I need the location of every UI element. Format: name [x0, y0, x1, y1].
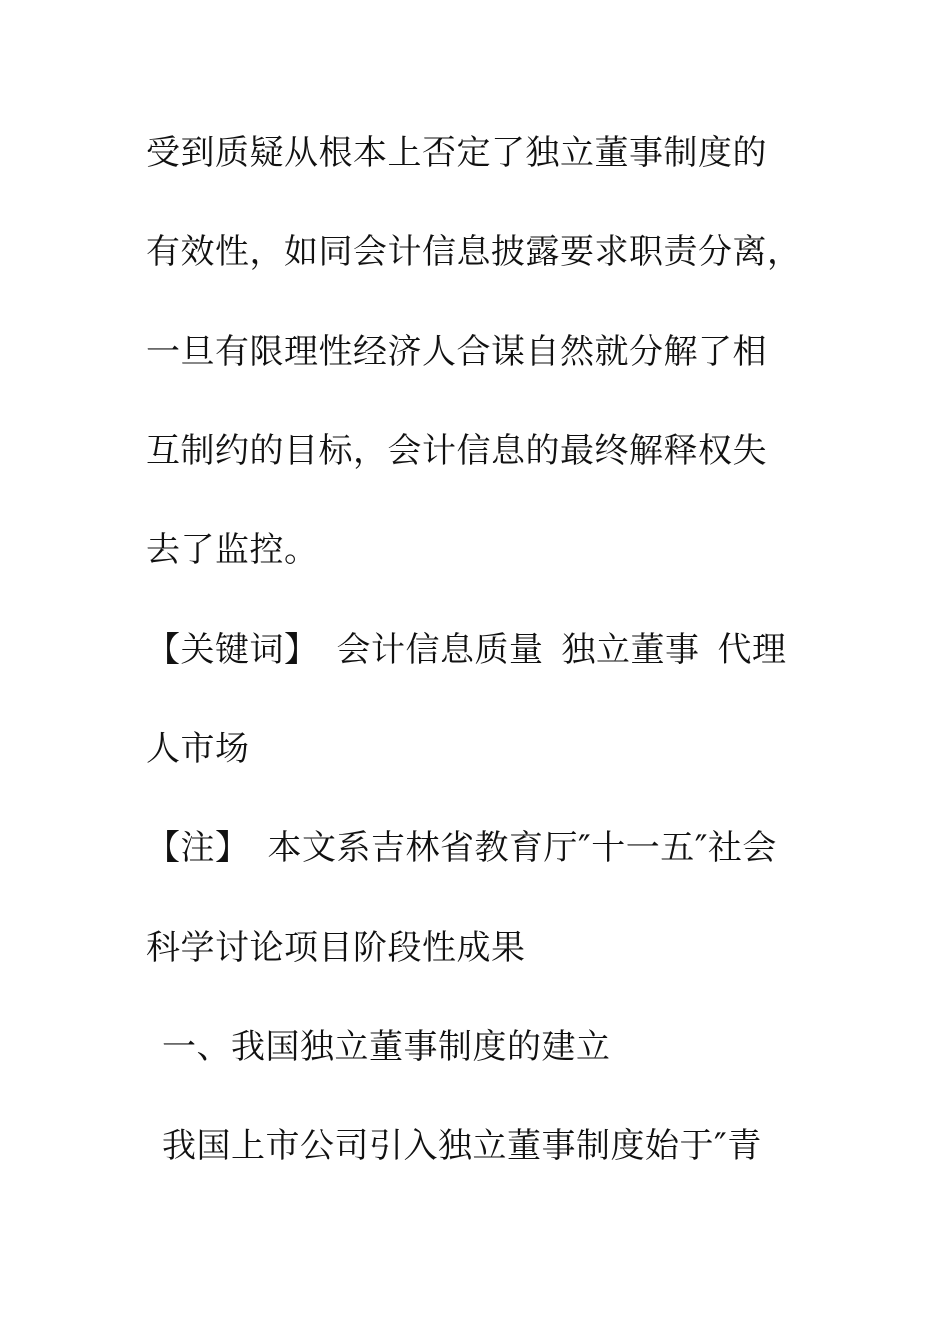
- abstract-line: 互制约的目标，会计信息的最终解释权失: [146, 431, 767, 471]
- paragraph-line: 我国上市公司引入独立董事制度始于″青: [162, 1126, 762, 1166]
- abstract-line: 去了监控。: [146, 530, 319, 570]
- keyword-item: 代理: [717, 630, 787, 670]
- note-continuation: 科学讨论项目阶段性成果: [146, 928, 526, 968]
- keywords-label: 【关键词】: [146, 630, 319, 670]
- keyword-item: 独立董事: [561, 630, 700, 670]
- note-label: 【注】: [146, 828, 250, 868]
- abstract-line: 受到质疑从根本上否定了独立董事制度的: [146, 133, 767, 173]
- keywords-line: [146, 630, 787, 670]
- note-text: 本文系吉林省教育厅″十一五″社会: [267, 828, 777, 868]
- keyword-item: 会计信息质量: [336, 630, 544, 670]
- note-line: [146, 828, 777, 868]
- keywords-continuation: 人市场: [146, 729, 250, 769]
- abstract-line: 一旦有限理性经济人合谋自然就分解了相: [146, 332, 767, 372]
- section-heading: 一、我国独立董事制度的建立: [162, 1027, 611, 1067]
- abstract-line: 有效性，如同会计信息披露要求职责分离，: [146, 232, 802, 272]
